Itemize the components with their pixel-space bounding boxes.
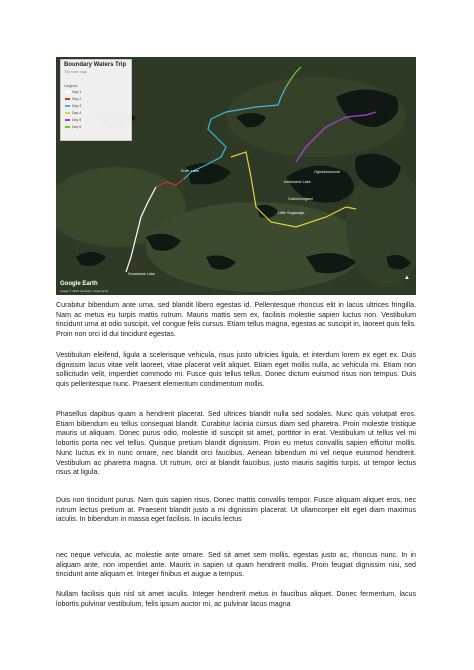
legend-item [65,118,81,122]
google-earth-logo: Google Earth [60,281,98,287]
legend-label: Day 4 [72,111,82,115]
north-arrow-icon: ▲ [404,275,410,281]
legend-heading: Legend [64,83,78,88]
map-legend [60,59,132,141]
legend-label: Day 2 [72,97,82,101]
place-label: Snowbank Lake [128,272,156,276]
legend-swatch [65,119,70,121]
legend-item [65,97,81,101]
legend-swatch [65,126,70,128]
place-label: Gabimichigami [288,197,314,201]
paragraph: Curabitur bibendum ante urna, sed blandit libero egestas id. Pellentesque rhoncus elit in lacus ultrices fringilla. Nam ac metus eu turpis mattis rutrum. Mauris mattis sem ex, facilisis molestie sapien luctus non. Vestibulum tincidunt urna at odio suscipit, vel congue felis cursus. Etiam tellus magna, egestas ac suscipit in, laoreet quis felis. Proin non orci id dui tincidunt egestas. [56,301,416,339]
place-label: Little Saganaga [278,211,305,215]
legend-label: Day 1 [72,90,82,94]
legend-swatch [65,112,70,114]
place-label: Ogishkemuncie [314,170,341,174]
paragraph: nec neque vehicula, ac molestie ante ornare. Sed sit amet sem mollis, egestas justo ac, rhoncus nunc. In in aliquam ante, non imperdiet ante. Mauris in sapien ut quam hendrerit mollis. Proin feugiat dignissim nisi, sed tincidunt ante aliquam et. Integer finibus et augue a tempus. [56,551,416,579]
legend-label: Day 6 [72,125,82,129]
imagery-credit: Image © 2019 Landsat / Copernicus [60,289,109,293]
legend-label: Day 3 [72,104,82,108]
legend-swatch [65,105,70,107]
paragraph: Vestibulum eleifend, ligula a scelerisque vehicula, risus justo ultricies ligula, et interdum lorem ex eget ex. Duis dignissim lacus vitae velit laoreet, vitae placerat velit aliquet. Etiam eget mollis nulla, ac vehicula mi. Etiam non sollicitudin velit, imperdiet commodo mi. Fusce quis tellus tellus. Donec dictum euismod risus non tempus. Duis quis pellentesque nunc. Praesent elementum condimentum mollis. [56,351,416,389]
legend-item [65,90,81,94]
legend-swatch [65,91,70,93]
paragraph: Duis non tincidunt purus. Nam quis sapien risus. Donec mattis convallis tempor. Fusce aliquam aliquet eros, nec rutrum lectus pretium at. Praesent blandit justo a mi dignissim placerat. Ut ullamcorper elit eget diam maximus iaculis. In bibendum in massa eget facilisis. In iaculis lectus [56,496,416,524]
place-label: Knife Lake [181,169,199,173]
legend-item [65,125,81,129]
legend-item [65,104,81,108]
legend-swatch [65,98,70,100]
paragraph: Nullam facilisis quis nisl sit amet iaculis. Integer hendrerit metus in faucibus aliquet. Donec fermentum, lacus lobortis pulvinar vestibulum, felis ipsum auctor mi, ac pulvinar lacus magna [56,590,416,608]
trip-map [56,57,416,295]
legend-item [65,111,81,115]
map-title: Boundary Waters Trip [64,62,127,68]
map-subtitle: Trip route map [64,70,87,74]
legend-label: Day 5 [72,118,82,122]
place-label: Kekekabic Lake [284,180,311,184]
paragraph: Phasellus dapibus quam a hendrerit placerat. Sed ultrices blandit nulla sed sodales. Nunc quis volutpat eros. Etiam bibendum eu tellus consequat blandit. Curabitur lacinia cursus diam sed pharetra. Proin molestie tristique mauris ut aliquam. Donec purus odio, molestie id suscipit sit amet, porttitor in erat. Vestibulum ut tellus vel mi lobortis porta nec vel tellus. Quisque pretium blandit dignissim. Proin eu metus convallis sapien efficitur mollis. Nunc luctus ex in nunc ornare, nec blandit orci faucibus. Aenean bibendum mi vel neque euismod hendrerit. Vestibulum ac pharetra magna. Ut rutrum, orci at blandit faucibus, justo mauris sagittis turpis, ut tempor lectus risus at ligula. [56,410,416,477]
